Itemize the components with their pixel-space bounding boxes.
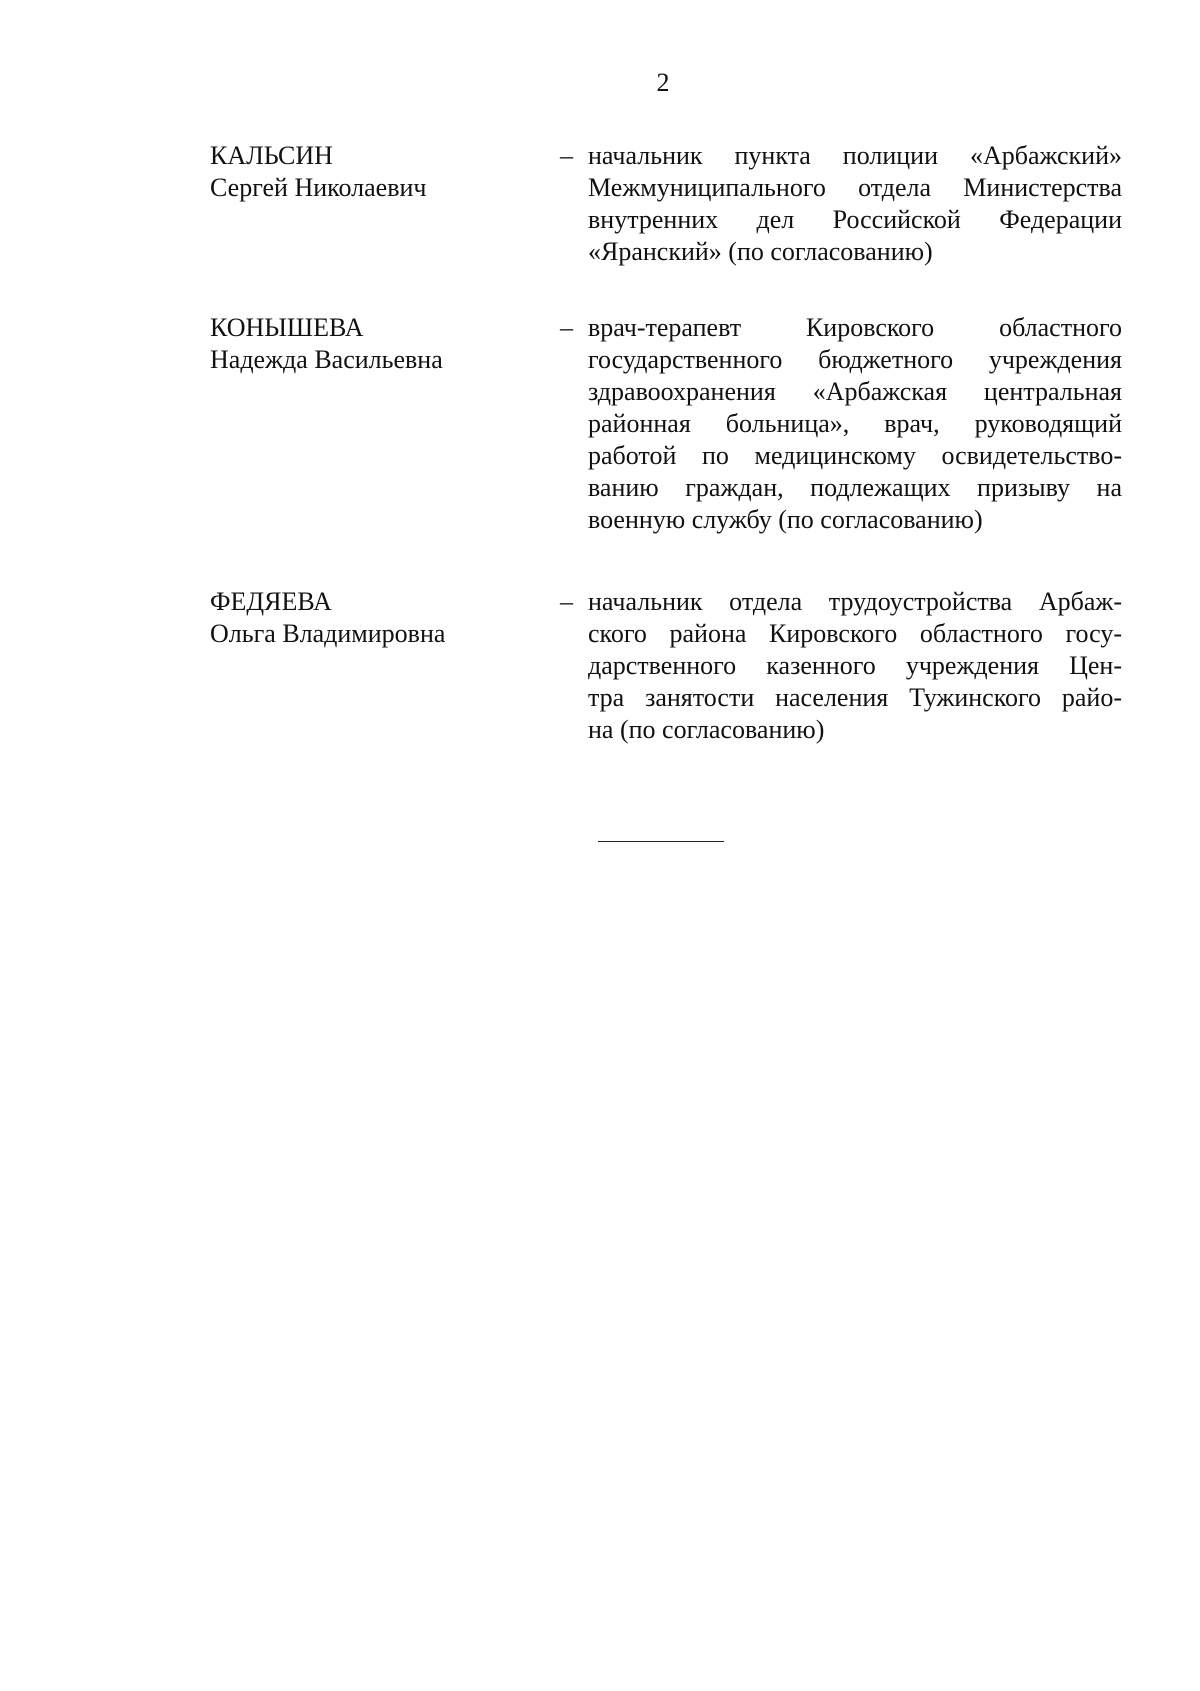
dash: – (560, 141, 573, 170)
position-line: внутренних дел Российской Федерации (588, 205, 1122, 234)
position-line: работой по медицинскому освидетельство- (588, 441, 1122, 470)
position-line: дарственного казенного учреждения Цен- (588, 651, 1122, 680)
position-description (588, 140, 1122, 268)
surname: КОНЫШЕВА (210, 313, 364, 342)
position-line: ванию граждан, подлежащих призыву на (588, 473, 1122, 502)
position-line: начальник отдела трудоустройства Арбаж- (588, 587, 1122, 616)
given-names: Ольга Владимировна (210, 619, 446, 648)
position-line: «Яранский» (по согласованию) (588, 237, 933, 266)
surname: КАЛЬСИН (210, 141, 333, 170)
position-description (588, 312, 1122, 536)
position-line: Межмуниципального отдела Министерства (588, 173, 1122, 202)
position-line: здравоохранения «Арбажская центральная (588, 377, 1122, 406)
position-line: на (по согласованию) (588, 715, 825, 744)
position-line: тра занятости населения Тужинского райо- (588, 683, 1122, 712)
end-rule (598, 841, 724, 842)
position-description (588, 586, 1122, 746)
person-name (210, 312, 540, 376)
position-line: районная больница», врач, руководящий (588, 409, 1122, 438)
page-number: 2 (656, 68, 670, 97)
given-names: Надежда Васильевна (210, 345, 443, 374)
given-names: Сергей Николаевич (210, 173, 427, 202)
person-name (210, 140, 540, 204)
position-line: начальник пункта полиции «Арбажский» (588, 141, 1122, 170)
position-line: ского района Кировского областного госу- (588, 619, 1122, 648)
dash: – (560, 587, 573, 616)
position-line: врач-терапевт Кировского областного (588, 313, 1122, 342)
person-name (210, 586, 540, 650)
position-line: военную службу (по согласованию) (588, 505, 983, 534)
position-line: государственного бюджетного учреждения (588, 345, 1122, 374)
dash: – (560, 313, 573, 342)
surname: ФЕДЯЕВА (210, 587, 332, 616)
